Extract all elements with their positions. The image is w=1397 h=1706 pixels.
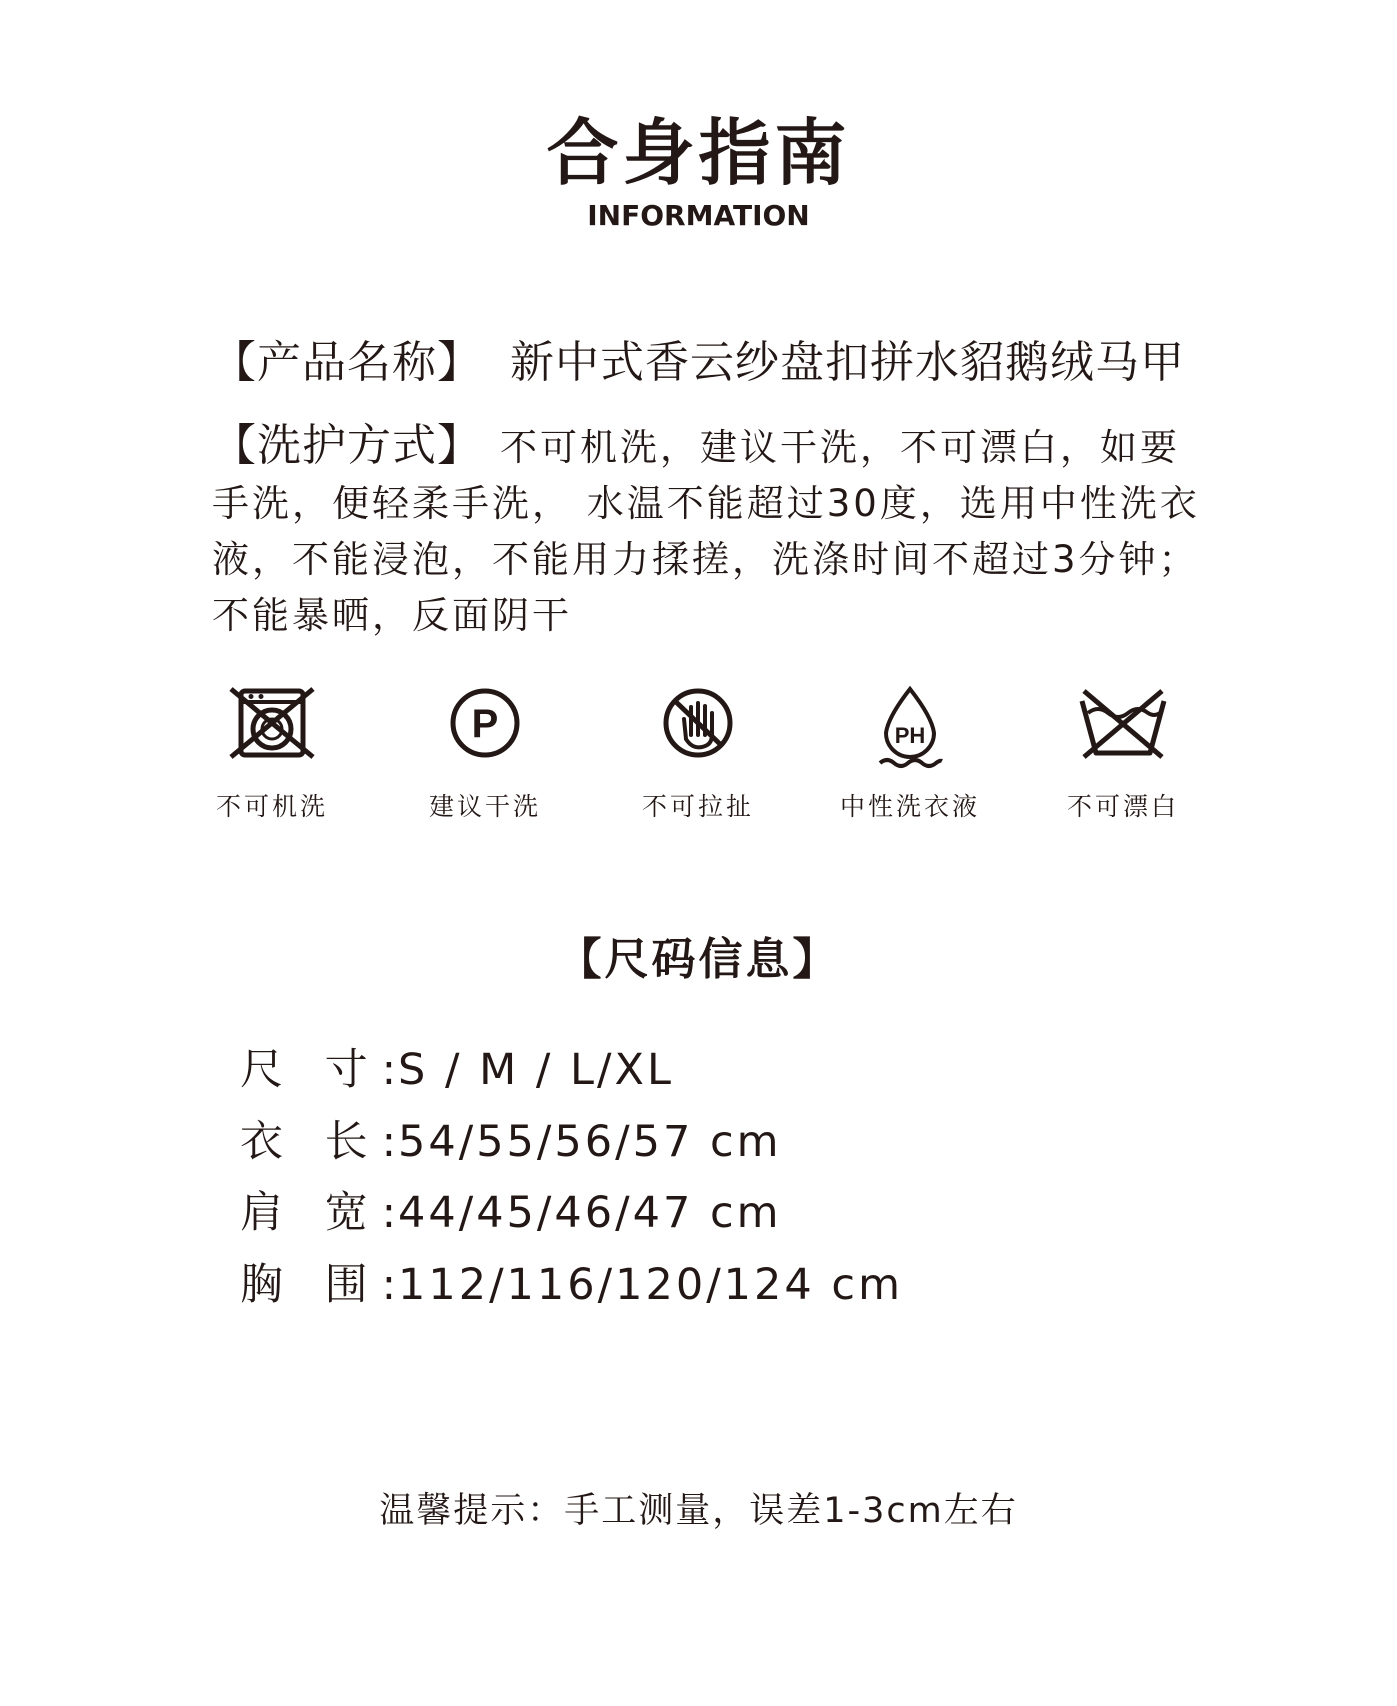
care-icon-item [810, 685, 1010, 823]
care-icon-item [172, 685, 372, 823]
ph-neutral-drop-icon [870, 685, 950, 771]
size-row-label: 尺 寸: [240, 1045, 411, 1095]
care-icon-label: 不可漂白 [1066, 792, 1179, 821]
size-row-value: 54/55/56/57 cm [398, 1117, 782, 1167]
care-label: 【洗护方式】 [212, 420, 482, 471]
care-icon-label: 不可机洗 [215, 792, 328, 821]
no-bleach-icon [1076, 685, 1170, 761]
product-name-label: 【产品名称】 [212, 337, 482, 388]
page-title: 合身指南 [546, 111, 851, 195]
care-icon-item [598, 685, 798, 823]
product-name-value: 新中式香云纱盘扣拼水貂鹅绒马甲 [510, 337, 1185, 388]
care-icons-row [212, 685, 1212, 825]
measurement-tip: 温馨提示：手工测量，误差1-3cm左右 [379, 1491, 1018, 1531]
product-name-row [212, 335, 1185, 391]
no-machine-wash-icon [227, 685, 317, 761]
svg-text:P: P [471, 702, 499, 746]
care-text: 不可机洗，建议干洗，不可漂白，如要手洗，便轻柔手洗， 水温不能超过30度，选用中性洗衣液，不能浸泡，不能用力揉搓，洗涤时间不超过3分钟；不能暴晒，反面阴干 [212, 426, 1200, 637]
care-icon-label: 中性洗衣液 [839, 792, 980, 821]
care-icon-item [1023, 685, 1223, 823]
size-row-label: 胸 围: [240, 1260, 411, 1310]
care-instructions [212, 418, 1212, 644]
care-icon-label: 建议干洗 [428, 792, 541, 821]
size-row-label: 肩 宽: [240, 1188, 411, 1238]
size-row [240, 1042, 674, 1098]
care-icon-item [385, 685, 585, 823]
size-row [240, 1185, 782, 1241]
no-pull-hand-icon [658, 685, 738, 761]
dry-clean-p-icon [445, 685, 525, 761]
page-subtitle: INFORMATION [587, 199, 810, 232]
size-row [240, 1114, 782, 1170]
size-row-value: S / M / L/XL [398, 1045, 674, 1095]
care-icon-label: 不可拉扯 [641, 792, 754, 821]
size-row-value: 44/45/46/47 cm [398, 1188, 782, 1238]
size-row-value: 112/116/120/124 cm [398, 1260, 903, 1310]
size-row-label: 衣 长: [240, 1117, 411, 1167]
size-info-title: 【尺码信息】 [557, 934, 840, 985]
svg-text:PH: PH [894, 723, 926, 748]
size-row [240, 1257, 903, 1313]
